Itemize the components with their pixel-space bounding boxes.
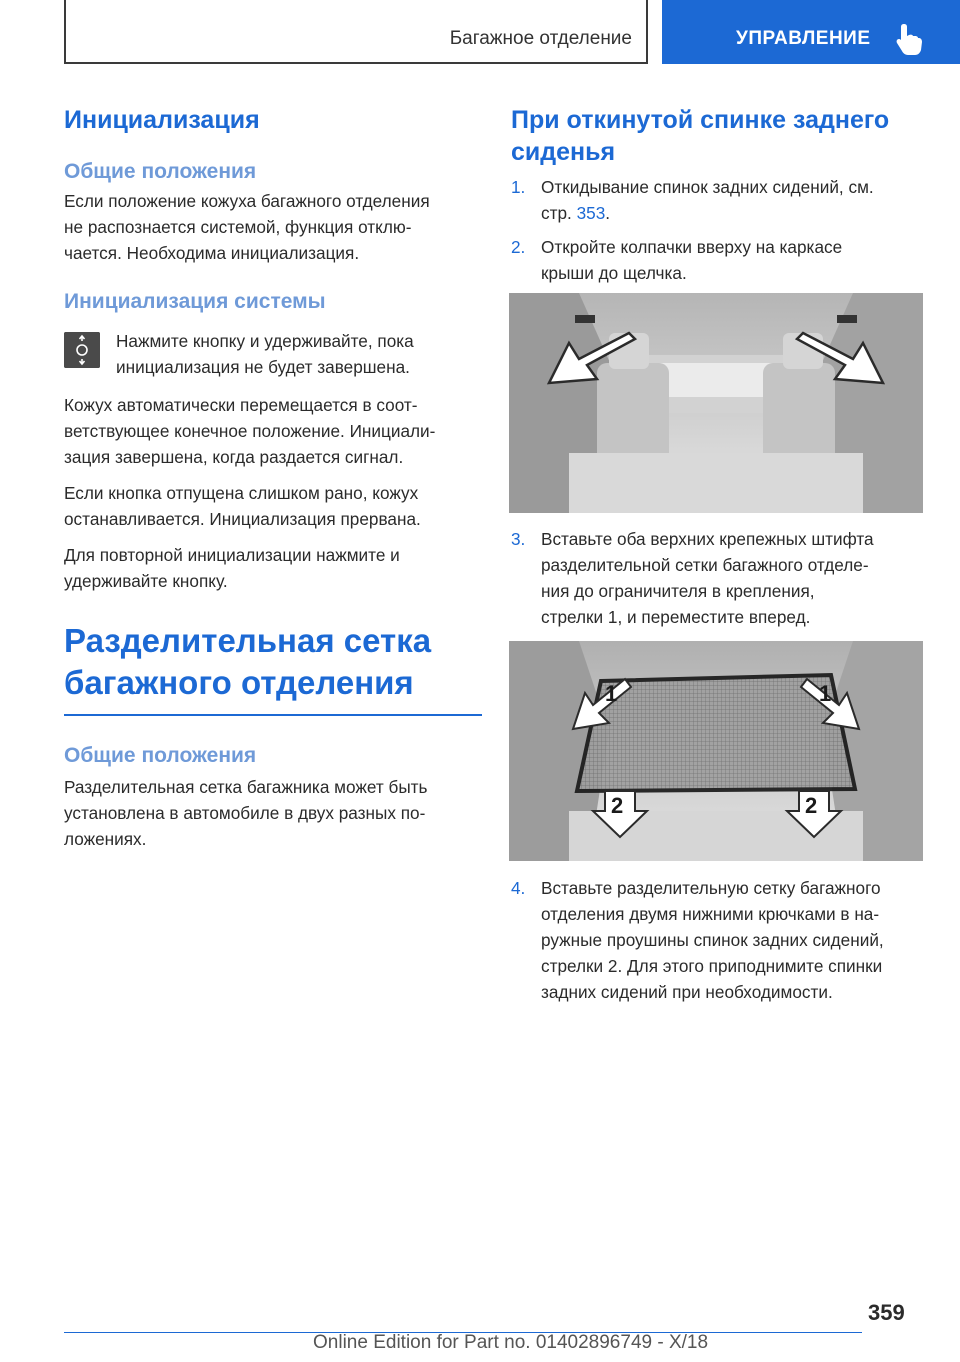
paragraph-3: Если кнопка отпущена слишком рано, кожух останавливается. Инициализация прервана. [64, 483, 421, 529]
step-3: 3. Вставьте оба верхних крепежных штифта разделительной сетки багажного отделе- ния до ограничителя в крепления, стрелки 1, и переместите вперед. [511, 526, 925, 630]
header-section-box [64, 0, 648, 64]
paragraph-5: Разделительная сетка багажника может быть установлена в автомобиле в двух разных по- ложениях. [64, 777, 428, 849]
subheading-system-init: Инициализация системы [64, 290, 326, 313]
initialization-button-icon [64, 332, 100, 368]
subheading-general-2: Общие положения [64, 744, 257, 767]
page-number: 359 [868, 1300, 905, 1325]
step-1-number: 1. [511, 177, 526, 197]
footer-edition: Online Edition for Part no. 01402896749 - X/18 [313, 1332, 709, 1353]
step-3-block [511, 526, 925, 630]
hand-pointer-icon [896, 22, 922, 56]
step-2-number: 2. [511, 237, 526, 257]
paragraph-4: Для повторной инициализации нажмите и удерживайте кнопку. [64, 545, 400, 591]
step-2: 2. Откройте колпачки вверху на каркасе крыши до щелчка. [511, 234, 925, 286]
section-title: Багажное отделение [449, 28, 632, 49]
paragraph-2: Кожух автоматически перемещается в соот- ветствующее конечное положение. Инициали- зация завершена, когда раздается сигнал. [64, 395, 436, 467]
page-link-353[interactable]: 353 [576, 203, 606, 223]
subheading-general: Общие положения [64, 160, 257, 183]
step-1: 1. Откидывание спинок задних сидений, см. стр. 353. [511, 174, 925, 226]
left-column [64, 100, 482, 852]
step-4: 4. Вставьте разделительную сетку багажного отделения двумя нижними крючками в на- ружные проушины спинок задних сидений, стрелки 2. Для этого приподнимите спинки задних сидений при необходимости. [511, 875, 925, 1005]
figure-roof-caps [509, 293, 923, 513]
heading-folded-seat: При откинутой спинке заднего сиденья [511, 106, 890, 166]
heading-initialization: Инициализация [64, 106, 260, 134]
button-instruction: Нажмите кнопку и удерживайте, пока инициализация не будет завершена. [64, 328, 482, 380]
right-column [511, 100, 925, 286]
arrow-label-1-right: 1 [819, 681, 832, 706]
arrow-label-1-left: 1 [605, 681, 618, 706]
step-4-block [511, 875, 925, 1005]
step-4-number: 4. [511, 878, 526, 898]
arrow-label-2-left: 2 [611, 793, 624, 818]
chapter-title: УПРАВЛЕНИЕ [736, 28, 871, 49]
heading-partition-net: Разделительная сетка багажного отделения [64, 622, 432, 701]
paragraph-1: Если положение кожуха багажного отделения не распознается системой, функция отклю- чается. Необходима инициализация. [64, 191, 430, 263]
arrow-label-2-right: 2 [805, 793, 818, 818]
chapter-tab[interactable] [662, 0, 960, 64]
figure-partition-net [509, 641, 923, 861]
section-rule [64, 714, 482, 716]
step-3-number: 3. [511, 529, 526, 549]
